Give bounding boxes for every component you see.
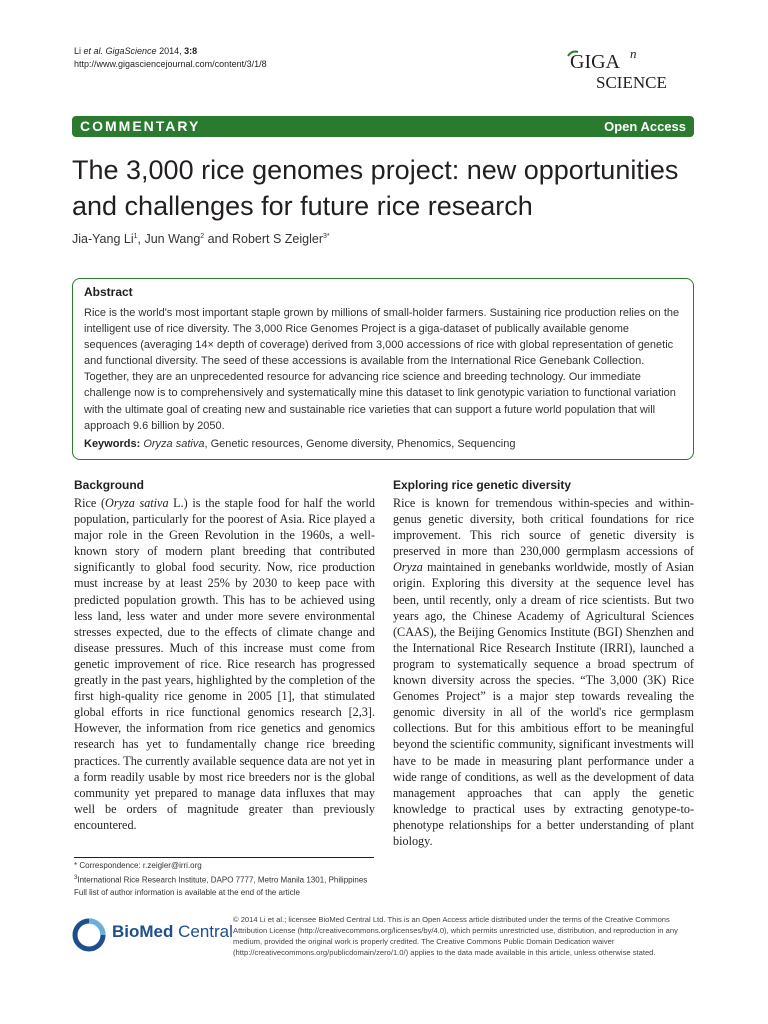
author-li-affiliation: 1 [133,232,138,240]
keywords [84,438,515,450]
article-url[interactable]: http://www.gigasciencejournal.com/content/3/1/8 [74,59,267,69]
exploring-section [393,478,694,849]
species-name: Oryza sativa [105,496,169,510]
genus-name: Oryza [393,560,423,575]
gigascience-logo [566,48,696,92]
citation-year: 2014, [156,46,185,56]
keyword-oryza: Oryza sativa [143,438,205,450]
article-title: The 3,000 rice genomes project: new opportunities and challenges for future rice research [72,155,679,221]
author-zeigler: and Robert S Zeigler [204,232,323,246]
author-list [72,232,330,246]
background-section [74,478,375,833]
footnote-divider [74,857,374,858]
abstract-heading: Abstract [84,285,133,299]
exploring-paragraph: Rice is known for tremendous within-species and within-genus genetic diversity, both critical foundations for rice improvement. This rich source of genetic diversity is preserved in more than 230,000 germplasm accessions of Oryza maintained in genebanks worldwide, mostly of Asian origin. Exploring this diversity at the sequence level has been, until recently, only a dream of rice scientists. But two years ago, the Chinese Academy of Agricultural Sciences (CAAS), the Beijing Genomics Institute (BGI) Shenzhen and the International Rice Research Institute (IRRI), launched a program to systematically sequence a broad spectrum of known diversity across the species. “The 3,000 (3K) Rice Genomes Project” is a major step towards revealing the genomic diversity in all of the world's rice germplasm collections. But for this ambitious effort to be meaningful beyond the scientific community, significant investments will have to be made in measuring plant performance under a wide range of conditions, as well as the development of data management approaches that can apply the genetic knowledge to practical uses by extracting genotype-to-phenotype relationships for a better understanding of plant biology. [393,496,694,848]
license-text: © 2014 Li et al.; licensee BioMed Central Ltd. This is an Open Access article distributed under the terms of the Creative Commons Attribution License (http://creativecommons.org/licenses/by/4.0), which permits unrestricted use, distribution, and reproduction in any medium, provided the original work is properly credited. The Creative Commons Public Domain Dedication waiver (http://creativecommons.org/publicdomain/zero/1.0/) applies to the data made available in this article, unless otherwise stated. [233,915,678,957]
footnotes [74,860,374,899]
article-type-label: COMMENTARY [80,118,201,134]
keywords-list: , Genetic resources, Genome diversity, Phenomics, Sequencing [204,438,516,450]
author-info-note: Full list of author information is available at the end of the article [74,887,300,897]
logo-n-superscript: n [630,48,637,61]
author-wang-affiliation: 2 [200,232,205,240]
exploring-heading: Exploring rice genetic diversity [393,478,572,492]
author-wang: , Jun Wang [137,232,201,246]
logo-science-text: SCIENCE [596,73,667,92]
background-heading: Background [74,478,145,492]
correspondence-note: * Correspondence: r.zeigler@irri.org [74,861,202,870]
abstract-box [72,278,694,460]
logo-giga-text: GIGA [570,51,620,73]
citation-journal: et al. GigaScience [83,46,157,56]
article-type-banner [72,116,694,137]
affiliation-note: $^3$International Rice Research Institute, DAPO 7777, Metro Manila 1301, Philippines [74,875,368,885]
citation-volume: 3:8 [184,46,198,56]
background-paragraph: Rice (Oryza sativa L.) is the staple food for half the world population, particularly for the poorest of Asia. Rice played a major role in the Green Revolution in the 1960s, a well-known story of modern plant breeding that contributed significantly to global food security. Now, rice production must increase by at least 25% by 2030 to keep pace with predicted population growth. This has to be achieved using less land, less water and under more severe environmental stresses expected, due to the effects of climate change and disease pressures. Much of this increase must come from genetic improvement of rice. Rice research has progressed greatly in the past years, highlighted by the completion of the first high-quality rice genome in 2005 [1], that stimulated global efforts in rice functional genomics research [2,3]. However, the information from rice genetics and genomics research has yet to fundamentally change rice breeding practices. The currently available sequence data are not yet in a form readily usable by most rice breeders nor is the global community yet prepared to manage data influxes that may well be orders of magnitude greater than previously encountered. [74,496,375,832]
abstract-text: Rice is the world's most important staple grown by millions of small-holder farmers. Sustaining rice production relies on the intelligent use of rice diversity. The 3,000 Rice Genomes Project is a giga-dataset of publically available genome sequences (averaging 14× depth of coverage) derived from 3,000 accessions of rice with global representation of genetic and functional diversity. The seed of these accessions is available from the International Rice Genebank Collection. Together, they are an unprecedented resource for advancing rice science and breeding technology. Our immediate challenge now is to comprehensively and systematically mine this dataset to link genotypic variation to functional variation with the ultimate goal of creating new and sustainable rice varieties that can support a future world population that will approach 9.6 billion by 2050. [84,307,680,432]
citation-header [74,45,267,71]
keywords-label: Keywords: [84,438,141,450]
citation-authors: Li [74,46,84,56]
biomed-central-wordmark: BioMed Central [112,922,233,941]
author-li: Jia-Yang Li [72,232,134,246]
open-access-label: Open Access [604,119,686,134]
author-zeigler-affiliation: 3* [323,232,330,240]
